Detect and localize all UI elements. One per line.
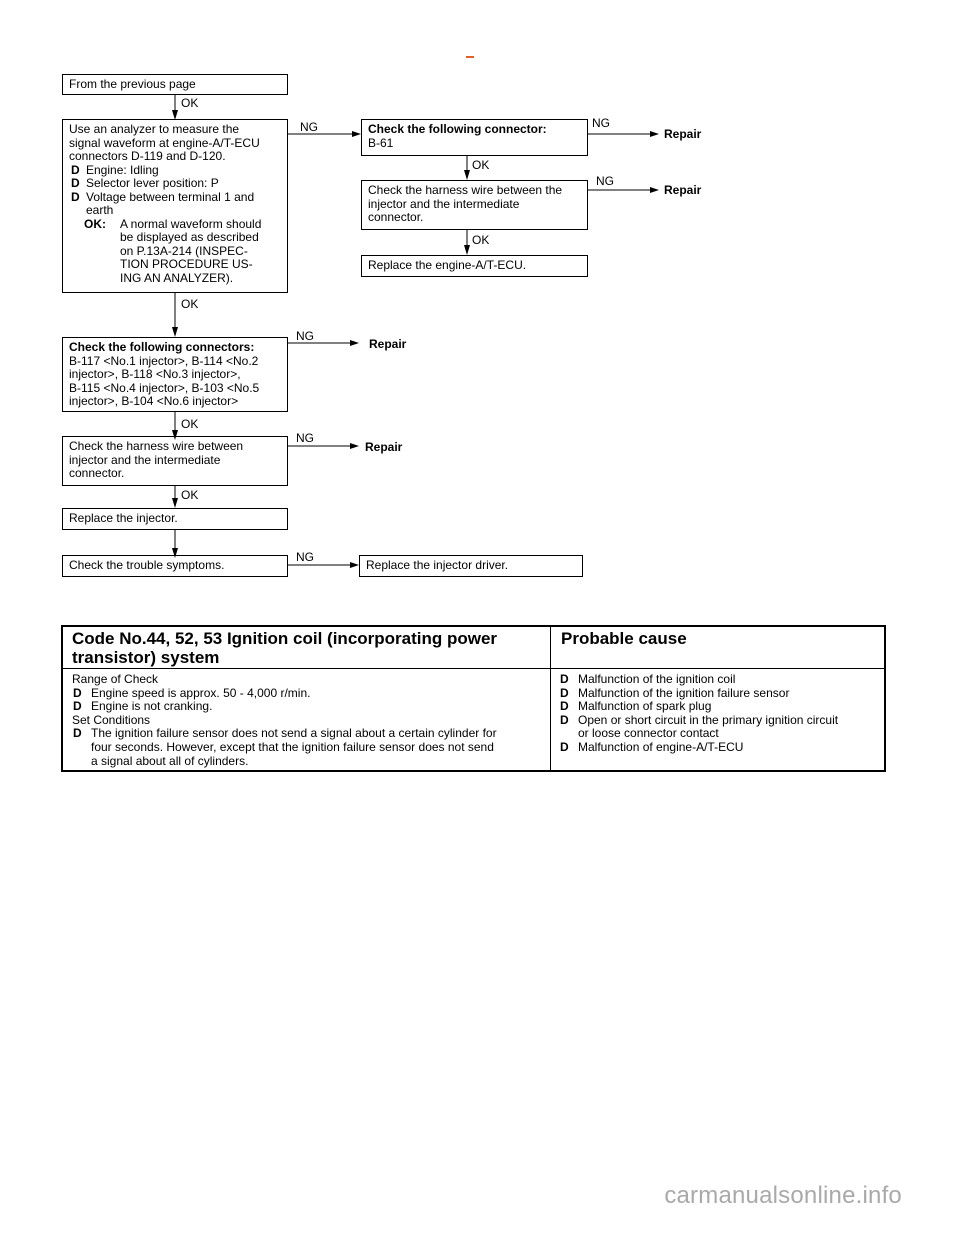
ok-label: OK bbox=[181, 488, 199, 502]
cause-line: Open or short circuit in the primary ignition circuit bbox=[578, 712, 839, 727]
bullet-glyph: D bbox=[71, 162, 80, 177]
repair-label: Repair bbox=[664, 183, 702, 197]
measure-bullet-continuation bbox=[69, 204, 281, 218]
replace-injector-text: Replace the injector. bbox=[69, 511, 178, 525]
ng-label: NG bbox=[296, 431, 314, 445]
ok-label: OK bbox=[472, 158, 490, 172]
connector-b61-box bbox=[361, 119, 588, 156]
table-range-cell bbox=[63, 669, 551, 770]
measure-line: signal waveform at engine-A/T-ECU bbox=[69, 135, 260, 150]
ok-label: OK bbox=[181, 417, 199, 431]
bullet-glyph: D bbox=[560, 672, 569, 686]
cause-line: or loose connector contact bbox=[578, 726, 719, 741]
ok-line: on P.13A-214 (INSPEC- bbox=[120, 243, 248, 258]
cause-item bbox=[559, 687, 876, 701]
injector-connectors-line: B-115 <No.4 injector>, B-103 <No.5 bbox=[69, 380, 260, 395]
ok-criteria bbox=[69, 218, 281, 232]
ok-line: A normal waveform should bbox=[120, 216, 262, 231]
ok-key: OK: bbox=[84, 216, 106, 231]
ng-label: NG bbox=[596, 174, 614, 188]
table-header-code bbox=[63, 627, 551, 669]
watermark-text: carmanualsonline.info bbox=[664, 1182, 902, 1209]
injector-connectors-line: B-117 <No.1 injector>, B-114 <No.2 bbox=[69, 353, 259, 368]
replace-driver-text: Replace the injector driver. bbox=[366, 558, 509, 572]
ignition-coil-table bbox=[61, 625, 886, 772]
table-header-code-line: Code No.44, 52, 53 Ignition coil (incorporating power bbox=[72, 629, 498, 648]
bullet-glyph: D bbox=[73, 699, 82, 714]
bullet-glyph: D bbox=[560, 685, 569, 700]
table-causes-cell bbox=[551, 669, 884, 770]
injector-connectors-line: injector>, B-104 <No.6 injector> bbox=[69, 394, 239, 408]
ok-label: OK bbox=[181, 297, 199, 311]
set-title: Set Conditions bbox=[72, 712, 151, 727]
set-item-line: The ignition failure sensor does not send a signal about a certain cylinder for bbox=[91, 726, 497, 741]
repair-label: Repair bbox=[664, 127, 702, 141]
bullet-glyph: D bbox=[71, 189, 80, 204]
ng-label: NG bbox=[592, 116, 610, 130]
from-previous-page-text: From the previous page bbox=[69, 77, 196, 91]
ng-label: NG bbox=[296, 550, 314, 564]
repair-label: Repair bbox=[369, 337, 407, 351]
bullet-glyph: D bbox=[560, 739, 569, 754]
bullet-glyph: D bbox=[71, 176, 80, 190]
trouble-symptoms-text: Check the trouble symptoms. bbox=[69, 558, 225, 572]
measure-bullet bbox=[69, 191, 281, 205]
measure-waveform-box bbox=[62, 119, 288, 293]
measure-bullet-text: Selector lever position: P bbox=[86, 176, 219, 190]
harness-line: Check the harness wire between the bbox=[368, 183, 563, 197]
ok-line: TION PROCEDURE US- bbox=[120, 257, 253, 271]
harness-injector-line: Check the harness wire between bbox=[69, 439, 244, 453]
range-item-text: Engine is not cranking. bbox=[91, 699, 213, 714]
cause-line: Malfunction of the ignition coil bbox=[578, 672, 736, 686]
measure-bullet-text: Voltage between terminal 1 and bbox=[86, 189, 255, 204]
harness-injector-box bbox=[62, 436, 288, 486]
cause-item bbox=[559, 714, 876, 741]
replace-injector-box bbox=[62, 508, 288, 530]
harness-line: connector. bbox=[368, 210, 424, 224]
measure-bullet-text: Engine: Idling bbox=[86, 162, 159, 177]
measure-bullet bbox=[69, 177, 281, 191]
cause-line: Malfunction of engine-A/T-ECU bbox=[578, 739, 744, 754]
set-item-line: four seconds. However, except that the ignition failure sensor does not send bbox=[91, 739, 494, 754]
range-item bbox=[72, 687, 541, 701]
table-header-probable-cause: Probable cause bbox=[551, 627, 884, 669]
injector-connectors-title: Check the following connectors: bbox=[69, 340, 255, 354]
ok-line: be displayed as described bbox=[120, 230, 259, 244]
harness-line: injector and the intermediate bbox=[368, 196, 520, 211]
replace-driver-box bbox=[359, 555, 583, 577]
ok-label: OK bbox=[181, 96, 199, 110]
cause-line: Malfunction of the ignition failure sensor bbox=[578, 685, 790, 700]
cause-item bbox=[559, 741, 876, 755]
measure-bullet-text: earth bbox=[86, 203, 114, 217]
harness-intermediate-box bbox=[361, 180, 588, 230]
cause-item bbox=[559, 673, 876, 687]
injector-connectors-box bbox=[62, 337, 288, 412]
replace-ecu-text: Replace the engine-A/T-ECU. bbox=[368, 258, 527, 272]
harness-injector-line: injector and the intermediate bbox=[69, 452, 221, 467]
bullet-glyph: D bbox=[73, 726, 82, 741]
set-item-line: a signal about all of cylinders. bbox=[91, 753, 249, 768]
cause-line: Malfunction of spark plug bbox=[578, 699, 712, 714]
injector-connectors-line: injector>, B-118 <No.3 injector>, bbox=[69, 367, 241, 381]
bullet-glyph: D bbox=[73, 685, 82, 700]
bullet-glyph: D bbox=[560, 712, 569, 727]
bullet-glyph: D bbox=[560, 699, 569, 714]
ng-label: NG bbox=[300, 120, 318, 134]
connector-b61-title: Check the following connector: bbox=[368, 122, 547, 136]
cause-item bbox=[559, 700, 876, 714]
range-title: Range of Check bbox=[72, 672, 159, 686]
repair-label: Repair bbox=[365, 440, 403, 454]
measure-bullet bbox=[69, 164, 281, 178]
from-previous-page-box bbox=[62, 74, 288, 95]
replace-ecu-box bbox=[361, 255, 588, 277]
set-item bbox=[72, 727, 541, 768]
connector-b61-value: B-61 bbox=[368, 135, 394, 150]
measure-line: Use an analyzer to measure the bbox=[69, 122, 240, 136]
ok-label: OK bbox=[472, 233, 490, 247]
ng-label: NG bbox=[296, 329, 314, 343]
table-header-code-line: transistor) system bbox=[72, 648, 220, 667]
range-item-text: Engine speed is approx. 50 - 4,000 r/min. bbox=[91, 685, 311, 700]
trouble-symptoms-box bbox=[62, 555, 288, 577]
ok-line: ING AN ANALYZER). bbox=[120, 270, 234, 285]
measure-line: connectors D-119 and D-120. bbox=[69, 149, 226, 163]
harness-injector-line: connector. bbox=[69, 466, 125, 480]
range-item bbox=[72, 700, 541, 714]
